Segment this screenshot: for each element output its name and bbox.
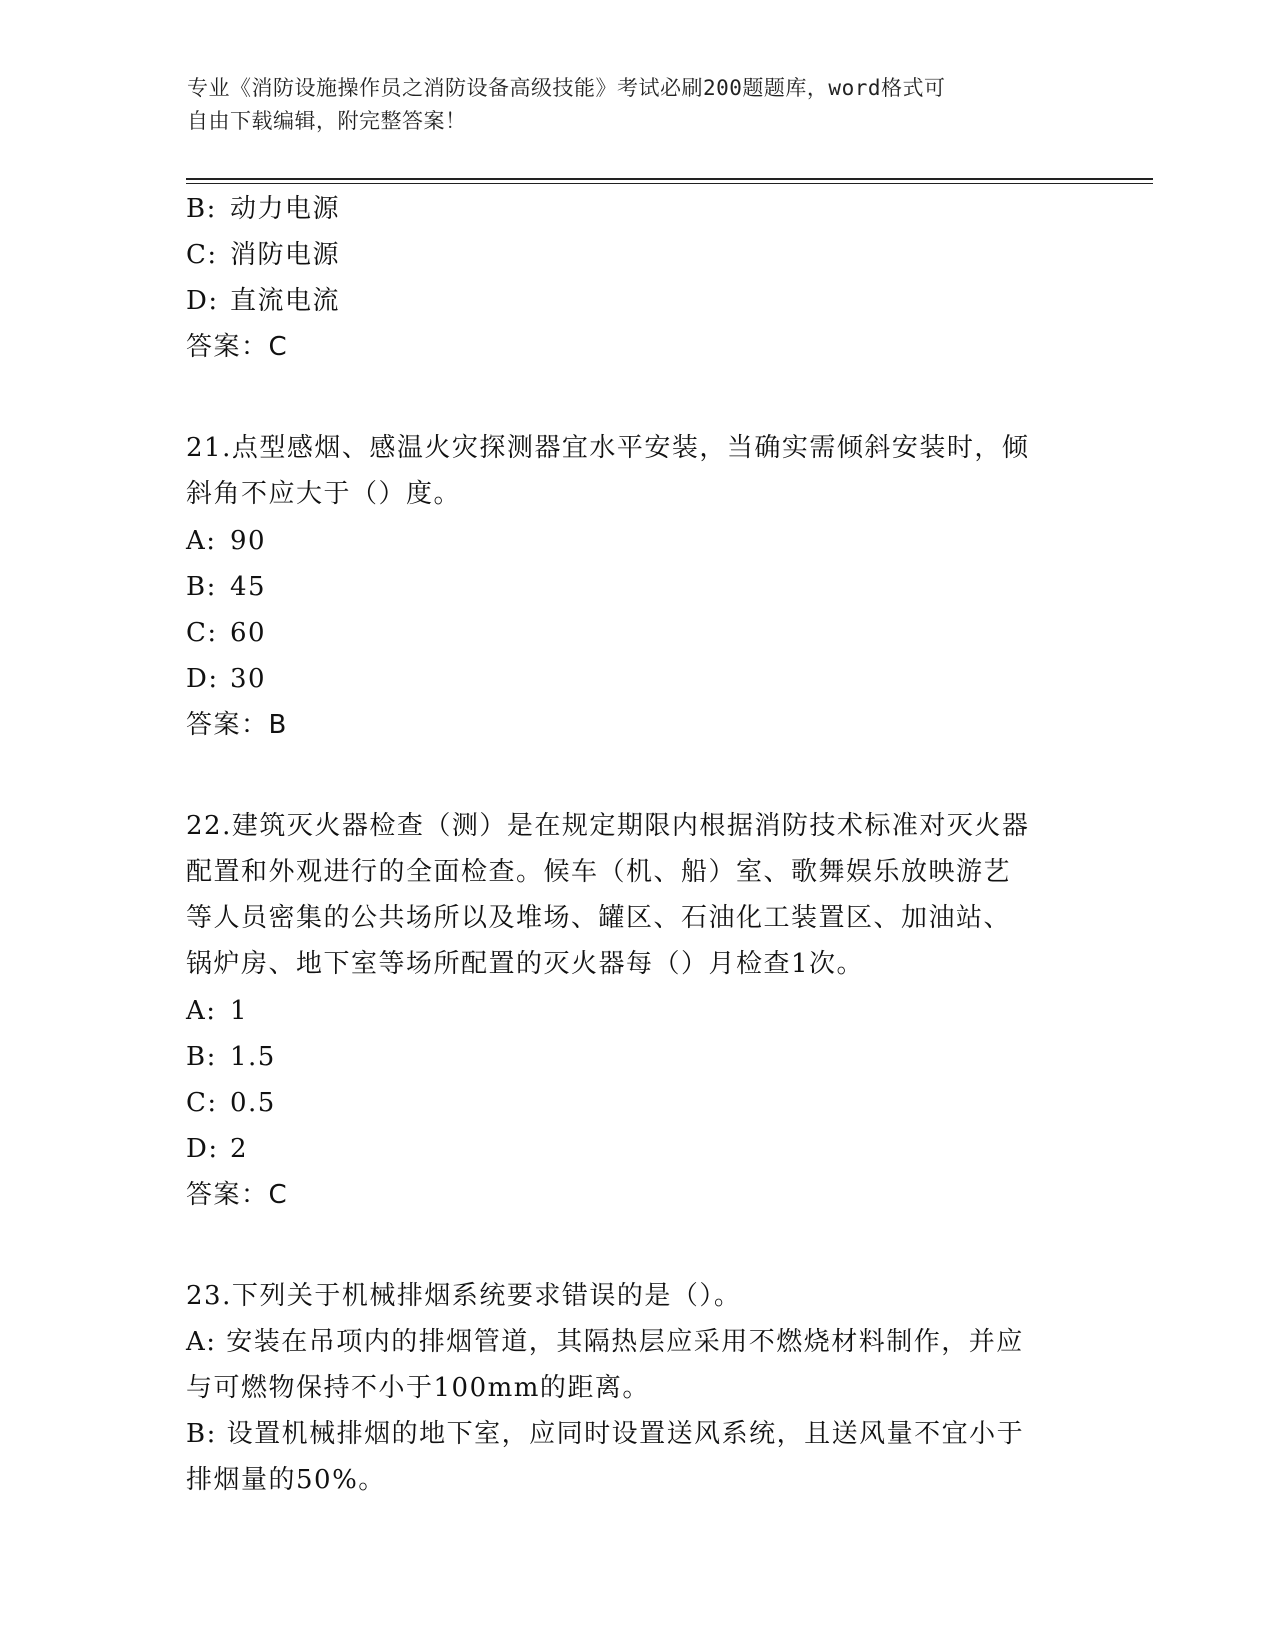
spacer bbox=[186, 1218, 1086, 1274]
option-text: 45 bbox=[230, 572, 267, 602]
option-text: 30 bbox=[230, 664, 267, 694]
option-text: 1.5 bbox=[230, 1042, 276, 1072]
option-label: A: bbox=[186, 526, 217, 556]
header-line-1: 专业《消防设施操作员之消防设备高级技能》考试必刷200题题库，word格式可 bbox=[187, 76, 946, 100]
option-text: 60 bbox=[230, 618, 267, 648]
option-b-line: B: 设置机械排烟的地下室，应同时设置送风系统，且送风量不宜小于 bbox=[186, 1419, 1025, 1449]
option-label: C: bbox=[186, 618, 218, 648]
option-c bbox=[186, 1080, 1086, 1126]
option-c bbox=[186, 232, 1086, 278]
document-header bbox=[187, 72, 1067, 138]
option-text: 动力电源 bbox=[230, 194, 341, 224]
question-text-line: 23.下列关于机械排烟系统要求错误的是（）。 bbox=[186, 1281, 742, 1311]
option-label: D: bbox=[186, 664, 219, 694]
option-text: 消防电源 bbox=[230, 240, 341, 270]
prev-question bbox=[186, 186, 1086, 370]
option-label: D: bbox=[186, 286, 219, 316]
option-b bbox=[186, 1034, 1086, 1080]
option-label: B: bbox=[186, 1042, 217, 1072]
option-a-line: 与可燃物保持不小于100mm的距离。 bbox=[186, 1373, 650, 1403]
question-text-line: 锅炉房、地下室等场所配置的灭火器每（）月检查1次。 bbox=[186, 949, 865, 979]
question-21 bbox=[186, 426, 1086, 748]
option-a-line: A: 安装在吊项内的排烟管道，其隔热层应采用不燃烧材料制作，并应 bbox=[186, 1327, 1024, 1357]
question-text-line: 21.点型感烟、感温火灾探测器宜水平安装，当确实需倾斜安装时，倾 bbox=[186, 433, 1030, 463]
question-list bbox=[186, 186, 1086, 1504]
option-b-line: 排烟量的50%。 bbox=[186, 1465, 386, 1495]
option-text: 直流电流 bbox=[230, 286, 341, 316]
question-text-line: 配置和外观进行的全面检查。候车（机、船）室、歌舞娱乐放映游艺 bbox=[186, 857, 1012, 887]
header-divider-thin bbox=[186, 183, 1153, 184]
option-d bbox=[186, 278, 1086, 324]
question-text-line: 22.建筑灭火器检查（测）是在规定期限内根据消防技术标准对灭火器 bbox=[186, 811, 1030, 841]
header-line-2: 自由下载编辑，附完整答案！ bbox=[187, 109, 467, 133]
answer-line: 答案：C bbox=[186, 332, 289, 362]
option-label: C: bbox=[186, 1088, 218, 1118]
option-label: C: bbox=[186, 240, 218, 270]
option-label: B: bbox=[186, 572, 217, 602]
header-divider-thick bbox=[186, 178, 1153, 180]
spacer bbox=[186, 370, 1086, 426]
option-text: 2 bbox=[230, 1134, 249, 1164]
option-text: 0.5 bbox=[230, 1088, 276, 1118]
question-text-line: 斜角不应大于（）度。 bbox=[186, 479, 462, 509]
answer-line: 答案：C bbox=[186, 1180, 289, 1210]
spacer bbox=[186, 748, 1086, 804]
option-label: B: bbox=[186, 194, 217, 224]
option-a bbox=[186, 988, 1086, 1034]
question-text-line: 等人员密集的公共场所以及堆场、罐区、石油化工装置区、加油站、 bbox=[186, 903, 1012, 933]
option-c bbox=[186, 610, 1086, 656]
question-23 bbox=[186, 1274, 1086, 1504]
question-22 bbox=[186, 804, 1086, 1218]
option-b bbox=[186, 564, 1086, 610]
option-d bbox=[186, 1126, 1086, 1172]
option-b bbox=[186, 186, 1086, 232]
answer-line: 答案：B bbox=[186, 710, 288, 740]
option-d bbox=[186, 656, 1086, 702]
option-label: D: bbox=[186, 1134, 219, 1164]
option-label: A: bbox=[186, 996, 217, 1026]
option-text: 1 bbox=[230, 996, 249, 1026]
option-a bbox=[186, 518, 1086, 564]
option-text: 90 bbox=[230, 526, 267, 556]
